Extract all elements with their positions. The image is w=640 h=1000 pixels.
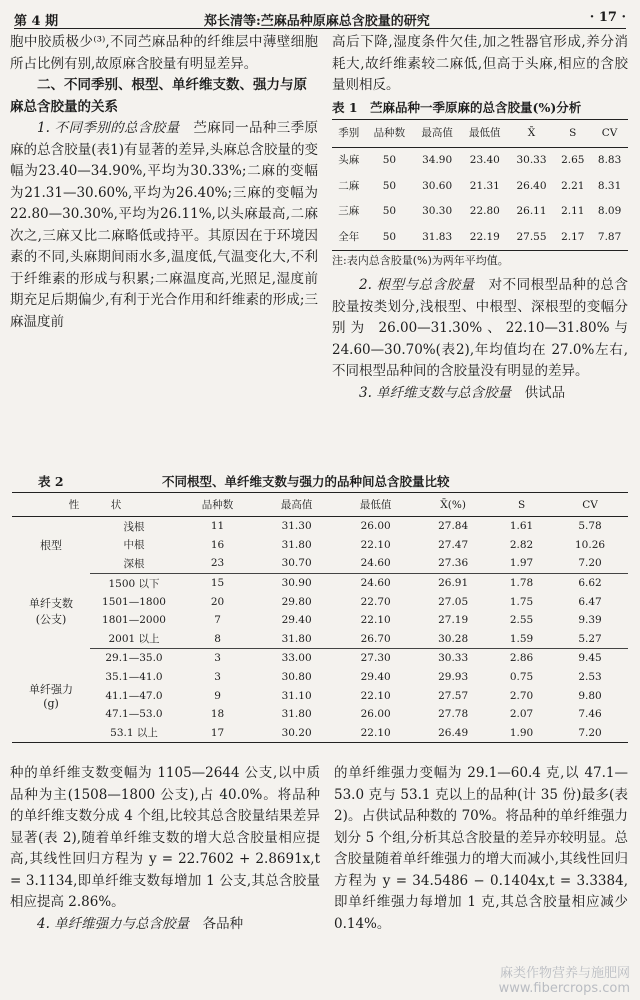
table-cell: 1.75 — [509, 595, 534, 608]
table-cell: 2.11 — [561, 205, 585, 217]
table-cell: 41.1—47.0 — [105, 689, 163, 702]
table-cell: 50 — [382, 230, 397, 243]
table1 — [332, 119, 628, 252]
table-cell: 26.91 — [438, 577, 469, 590]
table-cell: 3 — [214, 652, 221, 665]
table-cell: 31.80 — [281, 538, 312, 551]
paragraph: 胞中胶质极少⁽³⁾,不同苎麻品种的纤维层中薄壁细胞所占比例有别,故原麻含胶量有明显差异。 — [10, 34, 318, 72]
table-cell: 27.55 — [516, 230, 547, 243]
table-cell: 26.00 — [360, 520, 391, 533]
table2-header-cell: S — [491, 493, 552, 517]
table2-header-row — [12, 493, 628, 517]
table-cell: 2.65 — [561, 154, 585, 166]
table2-header-cell: 最低值 — [336, 493, 415, 517]
table-cell: 21.31 — [469, 179, 500, 192]
table-cell: 27.84 — [438, 520, 469, 533]
lower-right-column — [334, 763, 628, 935]
table-cell: 22.10 — [360, 726, 391, 739]
table-cell: 深根 — [90, 554, 178, 573]
group-name: 单纤支数 — [29, 596, 73, 610]
table2-header-cell: CV — [552, 493, 628, 517]
table-cell: 26.49 — [438, 726, 469, 739]
table-row — [12, 573, 628, 592]
group-name: 单纤强力 — [29, 682, 73, 696]
table-row — [332, 148, 628, 174]
group-label-cell — [12, 517, 90, 574]
running-header — [14, 8, 626, 29]
table-cell: 22.10 — [360, 614, 391, 627]
table-cell: 30.20 — [281, 726, 312, 739]
table2 — [12, 492, 628, 743]
table-cell: 31.10 — [281, 689, 312, 702]
lower-left-column — [10, 763, 320, 935]
table-cell: 30.30 — [422, 205, 453, 217]
table-cell: 9.39 — [578, 614, 602, 627]
table-cell: 35.1—41.0 — [105, 671, 163, 684]
table1-body — [332, 148, 628, 251]
table-cell: 10.26 — [575, 538, 606, 551]
table1-note: 注:表内总含胶量(%)为两年平均值。 — [332, 254, 509, 267]
watermark-line: 麻类作物营养与施肥网 — [499, 966, 630, 981]
group-unit: (g) — [43, 696, 59, 710]
table-cell: 1801—2000 — [102, 614, 166, 627]
subsection-text: 供试品 — [524, 384, 566, 401]
table2-header-cell: 品种数 — [178, 493, 257, 517]
table2-caption: 不同根型、单纤维支数与强力的品种间总含胶量比较 — [162, 474, 450, 489]
section-heading: 二、不同季别、根型、单纤维支数、强力与原麻总含胶量的关系 — [10, 77, 307, 115]
table-cell: 3 — [214, 671, 221, 684]
table-cell: 30.33 — [516, 154, 547, 166]
table-cell: 1500 以下 — [108, 577, 160, 590]
paragraph — [10, 914, 320, 936]
watermark — [499, 966, 630, 996]
table-cell: 浅根 — [123, 520, 145, 533]
table-cell: 31.80 — [257, 630, 336, 649]
table-cell: 16 — [210, 538, 225, 551]
table-cell: 7 — [214, 614, 221, 627]
table1-title: 表 1 苎麻品种一季原麻的总含胶量(%)分析 — [332, 99, 582, 115]
table2-body — [12, 517, 628, 743]
table-cell: 30.33 — [438, 652, 469, 665]
paragraph: 的单纤维强力变幅为 29.1—60.4 克,以 47.1—53.0 克与 53.1 克以上的品种(计 35 份)最多(表 2)。占供试品种数的 70%。将品种的单纤维强力划分 5 个组,分析其总含胶量的差异亦较明显。总含胶量随着单纤维强力的增大而减小,其线性回归方程为 y = 34.5486 − 0.1404x,t = 3.3384,即单纤维强力每增加 1 克,其总含胶量相应减少 0.14%。 — [334, 765, 628, 932]
table-cell: 29.40 — [360, 671, 391, 684]
table-cell: 8 — [178, 630, 257, 649]
table-row — [332, 225, 628, 251]
table-cell: 30.70 — [257, 554, 336, 573]
table-cell: 27.36 — [415, 554, 491, 573]
table-cell: 2.07 — [509, 708, 534, 721]
right-column — [332, 32, 628, 404]
table-cell: 26.70 — [336, 630, 415, 649]
table-cell: 8.83 — [597, 154, 622, 166]
subsection-label: 4. 单纤维强力与总含胶量 — [37, 915, 190, 932]
table-row — [12, 724, 628, 743]
table-cell: 1.61 — [509, 520, 534, 533]
table-cell: 11 — [210, 520, 225, 533]
table-cell: 0.75 — [509, 671, 534, 684]
table-cell: 27.30 — [360, 652, 391, 665]
table-cell: 23.40 — [469, 154, 500, 166]
table-cell: 31.83 — [422, 230, 453, 243]
running-title: 郑长清等:苎麻品种原麻总含胶量的研究 — [204, 14, 430, 29]
table-cell: 6.47 — [578, 595, 602, 608]
table-cell: 22.10 — [360, 538, 391, 551]
table-cell: 30.90 — [281, 577, 312, 590]
table-row — [332, 199, 628, 225]
table-cell: 9 — [214, 689, 221, 702]
table-cell: 三麻 — [338, 205, 360, 217]
table-cell: 中根 — [123, 539, 145, 552]
table-cell: 27.57 — [438, 689, 469, 702]
table1-header-cell: CV — [591, 119, 628, 148]
table-cell: 17 — [210, 726, 225, 739]
table-cell: 2.70 — [509, 689, 534, 702]
table-cell: 9.45 — [578, 652, 602, 665]
table1-header-cell: X̄ — [509, 119, 555, 148]
table-cell: 7.20 — [552, 554, 628, 573]
table-cell: 5.27 — [552, 630, 628, 649]
table-cell: 30.80 — [281, 671, 312, 684]
table-row — [12, 630, 628, 649]
table-cell: 2.53 — [578, 671, 602, 684]
table-cell: 22.80 — [469, 205, 500, 217]
table-row — [12, 517, 628, 536]
table1-header-cell: 品种数 — [366, 119, 414, 148]
table-row — [12, 536, 628, 555]
table-cell: 头麻 — [338, 154, 360, 166]
table-cell: 34.90 — [422, 154, 453, 166]
table-cell: 47.1—53.0 — [105, 708, 163, 721]
subsection-label: 2. 根型与总含胶量 — [359, 277, 475, 293]
table-row — [12, 554, 628, 573]
paragraph: 种的单纤维支数变幅为 1105—2644 公支,以中质品种为主(1508—1800 公支),占 40.0%。将品种的单纤维支数分成 4 个组,比较其总含胶量结果差异显著(表 2),随着单纤维支数的增大总含胶量相应提高,其线性回归方程为 y = 22.7602 + 2.8691x,t = 3.1134,即单纤维支数每增加 1 公支,其总含胶量相应提高 2.86%。 — [10, 765, 320, 910]
left-column — [10, 32, 318, 333]
subsection-text: 苎麻同一品种三季原麻的总含胶量(表1)有显著的差异,头麻总含胶量的变幅为23.40—34.90%,平均为30.33%;二麻的变幅为21.31—30.60%,平均为26.40%;三麻的变幅为22.80—30.30%,平均为26.11%,以头麻最高,二麻次之,三麻又比二麻略低或持平。其原因在于环境因素的不同,头麻期间雨水多,温度低,气温变化大,不利于纤维素的形成与积累;二麻温度高,光照足,湿度前期充足后期偏少,有利于光合作用和纤维素的形成;三麻温度前 — [10, 120, 319, 330]
table-cell: 8.09 — [597, 205, 622, 217]
group-name: 根型 — [40, 539, 62, 553]
table-cell: 29.80 — [281, 595, 312, 608]
table-cell: 53.1 以上 — [110, 727, 158, 740]
table-cell: 26.00 — [360, 708, 391, 721]
table-cell: 2.17 — [561, 230, 585, 243]
table-cell: 31.80 — [281, 708, 312, 721]
table-cell: 50 — [382, 205, 397, 217]
table-cell: 18 — [210, 708, 225, 721]
table-cell: 1.90 — [509, 726, 534, 739]
table-cell: 6.62 — [578, 577, 602, 590]
group-label-cell — [12, 573, 90, 648]
table-cell: 33.00 — [281, 652, 312, 665]
table-cell: 22.10 — [360, 689, 391, 702]
table-cell: 9.80 — [578, 689, 602, 702]
table-cell: 29.40 — [281, 614, 312, 627]
group-unit: (公支) — [35, 612, 67, 626]
table1-header-cell: S — [554, 119, 591, 148]
table-cell: 2.21 — [561, 179, 585, 192]
table-cell: 22.70 — [360, 595, 391, 608]
table-cell: 50 — [382, 154, 397, 166]
table-cell: 26.11 — [516, 205, 547, 217]
table-cell: 15 — [210, 577, 225, 590]
table-cell: 1.59 — [491, 630, 552, 649]
table1-header-cell: 最低值 — [461, 119, 509, 148]
table-cell: 22.19 — [469, 230, 500, 243]
table-row — [12, 611, 628, 630]
table-cell: 27.47 — [438, 538, 469, 551]
group-label-cell — [12, 649, 90, 743]
table-cell: 1501—1800 — [102, 595, 166, 608]
table-cell: 27.19 — [438, 614, 469, 627]
table2-header-cell: 性 状 — [12, 493, 178, 517]
page-number: · 17 · — [589, 10, 626, 25]
table-cell: 全年 — [338, 230, 360, 243]
subsection-text: 对不同根型品种的总含胶量按类划分,浅根型、中根型、深根型的变幅分别为 26.00—31.30%、22.10—31.80%与 24.60—30.70%(表2),年均值均在 27.0%左右,不同根型品种间的含胶量没有明显的差异。 — [332, 277, 629, 379]
table-cell: 8.31 — [597, 179, 622, 192]
table1-header-row — [332, 119, 628, 148]
subsection-label: 1. 不同季别的总含胶量 — [37, 120, 180, 136]
table-row — [12, 705, 628, 724]
subsection-label: 3. 单纤维支数与总含胶量 — [359, 384, 512, 401]
table-cell: 27.05 — [438, 595, 469, 608]
table-cell: 2.86 — [509, 652, 534, 665]
table2-header-cell: X̄(%) — [415, 493, 491, 517]
table-cell: 1.97 — [491, 554, 552, 573]
table-cell: 2.55 — [509, 614, 534, 627]
table-cell: 30.60 — [422, 179, 453, 192]
table-cell: 2001 以上 — [90, 630, 178, 649]
table2-header-cell: 最高值 — [257, 493, 336, 517]
table-cell: 7.87 — [597, 230, 622, 243]
paragraph — [332, 383, 628, 405]
table-cell: 2.82 — [509, 538, 534, 551]
table-cell: 50 — [382, 179, 397, 192]
table-cell: 24.60 — [360, 577, 391, 590]
table-cell: 1.78 — [509, 577, 534, 590]
table-cell: 23 — [178, 554, 257, 573]
table-cell: 20 — [210, 595, 225, 608]
table-cell: 29.93 — [438, 671, 469, 684]
paragraph — [10, 118, 318, 333]
table-cell: 26.40 — [516, 179, 547, 192]
issue-number: 第 4 期 — [14, 14, 59, 29]
paragraph: 高后下降,湿度条件欠佳,加之牲器官形成,养分消耗大,故纤维素较二麻低,但高于头麻,相应的含胶量则相反。 — [332, 34, 628, 93]
subsection-text: 各品种 — [202, 915, 244, 932]
table-row — [12, 592, 628, 611]
table-row — [12, 686, 628, 705]
table-cell: 7.20 — [578, 726, 602, 739]
table-cell: 7.46 — [578, 708, 602, 721]
table-cell: 二麻 — [338, 179, 360, 192]
table-cell: 29.1—35.0 — [105, 652, 163, 665]
table-cell: 31.30 — [281, 520, 312, 533]
table-row — [12, 649, 628, 668]
table-cell: 24.60 — [336, 554, 415, 573]
table1-header-cell: 最高值 — [413, 119, 461, 148]
table-cell: 27.78 — [438, 708, 469, 721]
watermark-line: www.fibercrops.com — [498, 981, 630, 996]
table2-label: 表 2 — [38, 474, 64, 489]
table1-header-cell: 季别 — [332, 119, 366, 148]
table-row — [12, 668, 628, 687]
table-cell: 30.28 — [415, 630, 491, 649]
paragraph — [332, 275, 628, 383]
table-row — [332, 174, 628, 200]
table-cell: 5.78 — [578, 520, 602, 533]
